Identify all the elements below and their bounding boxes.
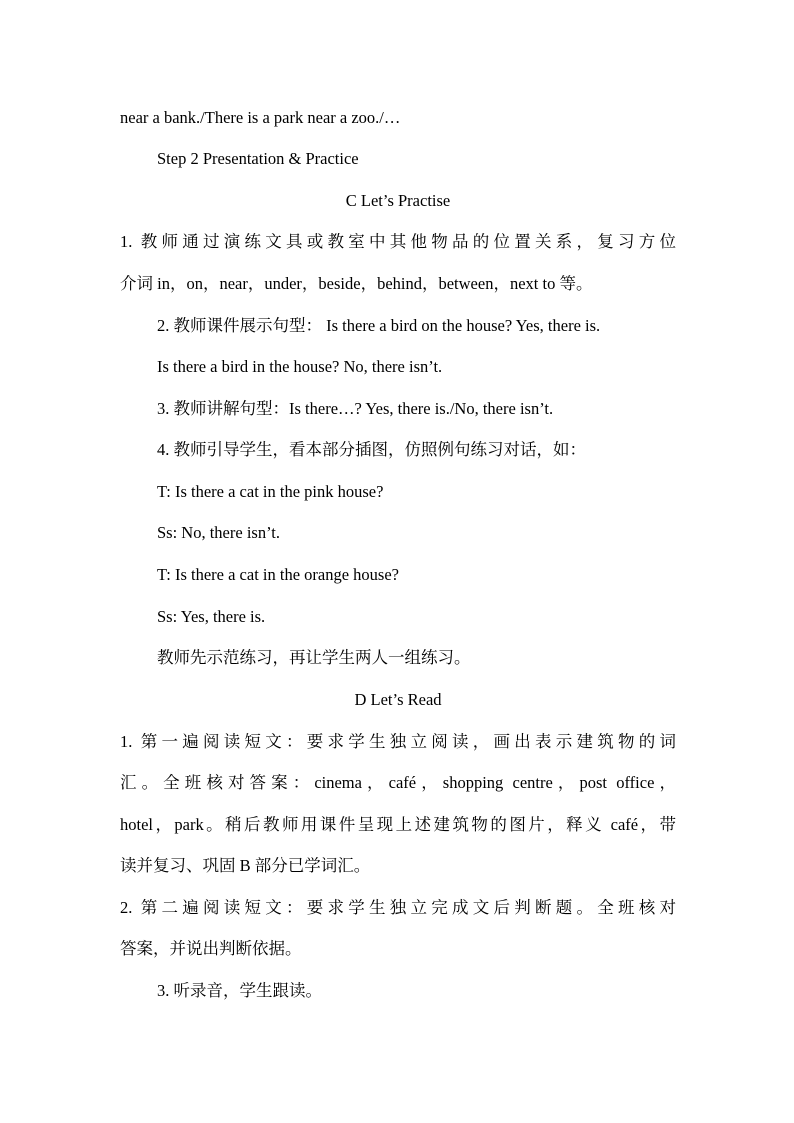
- step-heading: Step 2 Presentation & Practice: [157, 149, 359, 168]
- section-heading-c: C Let’s Practise: [345, 191, 451, 210]
- paragraph-line: 读并复习、巩固 B 部分已学词汇。: [120, 856, 371, 875]
- paragraph-line: Is there a bird in the house? No, there isn’t.: [157, 357, 443, 376]
- paragraph-line: 3. 听录音，学生跟读。: [157, 981, 322, 1000]
- text-line-continuation: near a bank./There is a park near a zoo./…: [120, 108, 401, 127]
- paragraph-line: 2. 教师课件展示句型： Is there a bird on the house? Yes, there is.: [157, 316, 601, 335]
- paragraph-line: 1. 第一遍阅读短文：要求学生独立阅读，画出表示建筑物的词: [120, 732, 676, 751]
- paragraph-line: 2. 第二遍阅读短文：要求学生独立完成文后判断题。全班核对: [120, 898, 676, 917]
- paragraph-line: 汇。全班核对答案：cinema，café，shopping centre，post office，: [120, 773, 676, 792]
- paragraph-line: 3. 教师讲解句型：Is there…? Yes, there is./No, there isn’t.: [157, 399, 554, 418]
- paragraph-line: 答案，并说出判断依据。: [120, 939, 302, 958]
- paragraph-line: 1. 教师通过演练文具或教室中其他物品的位置关系，复习方位: [120, 232, 676, 251]
- dialogue-line: Ss: Yes, there is.: [157, 607, 266, 626]
- dialogue-line: T: Is there a cat in the pink house?: [157, 482, 384, 501]
- section-heading-d: D Let’s Read: [354, 690, 442, 709]
- paragraph-line: 介词 in，on，near，under，beside，behind，between，next to 等。: [120, 274, 593, 293]
- dialogue-line: T: Is there a cat in the orange house?: [157, 565, 399, 584]
- dialogue-line: Ss: No, there isn’t.: [157, 523, 280, 542]
- paragraph-line: hotel，park。稍后教师用课件呈现上述建筑物的图片，释义 café，带: [120, 815, 676, 834]
- paragraph-line: 4. 教师引导学生，看本部分插图，仿照例句练习对话，如：: [157, 440, 586, 459]
- paragraph-line: 教师先示范练习，再让学生两人一组练习。: [157, 648, 471, 667]
